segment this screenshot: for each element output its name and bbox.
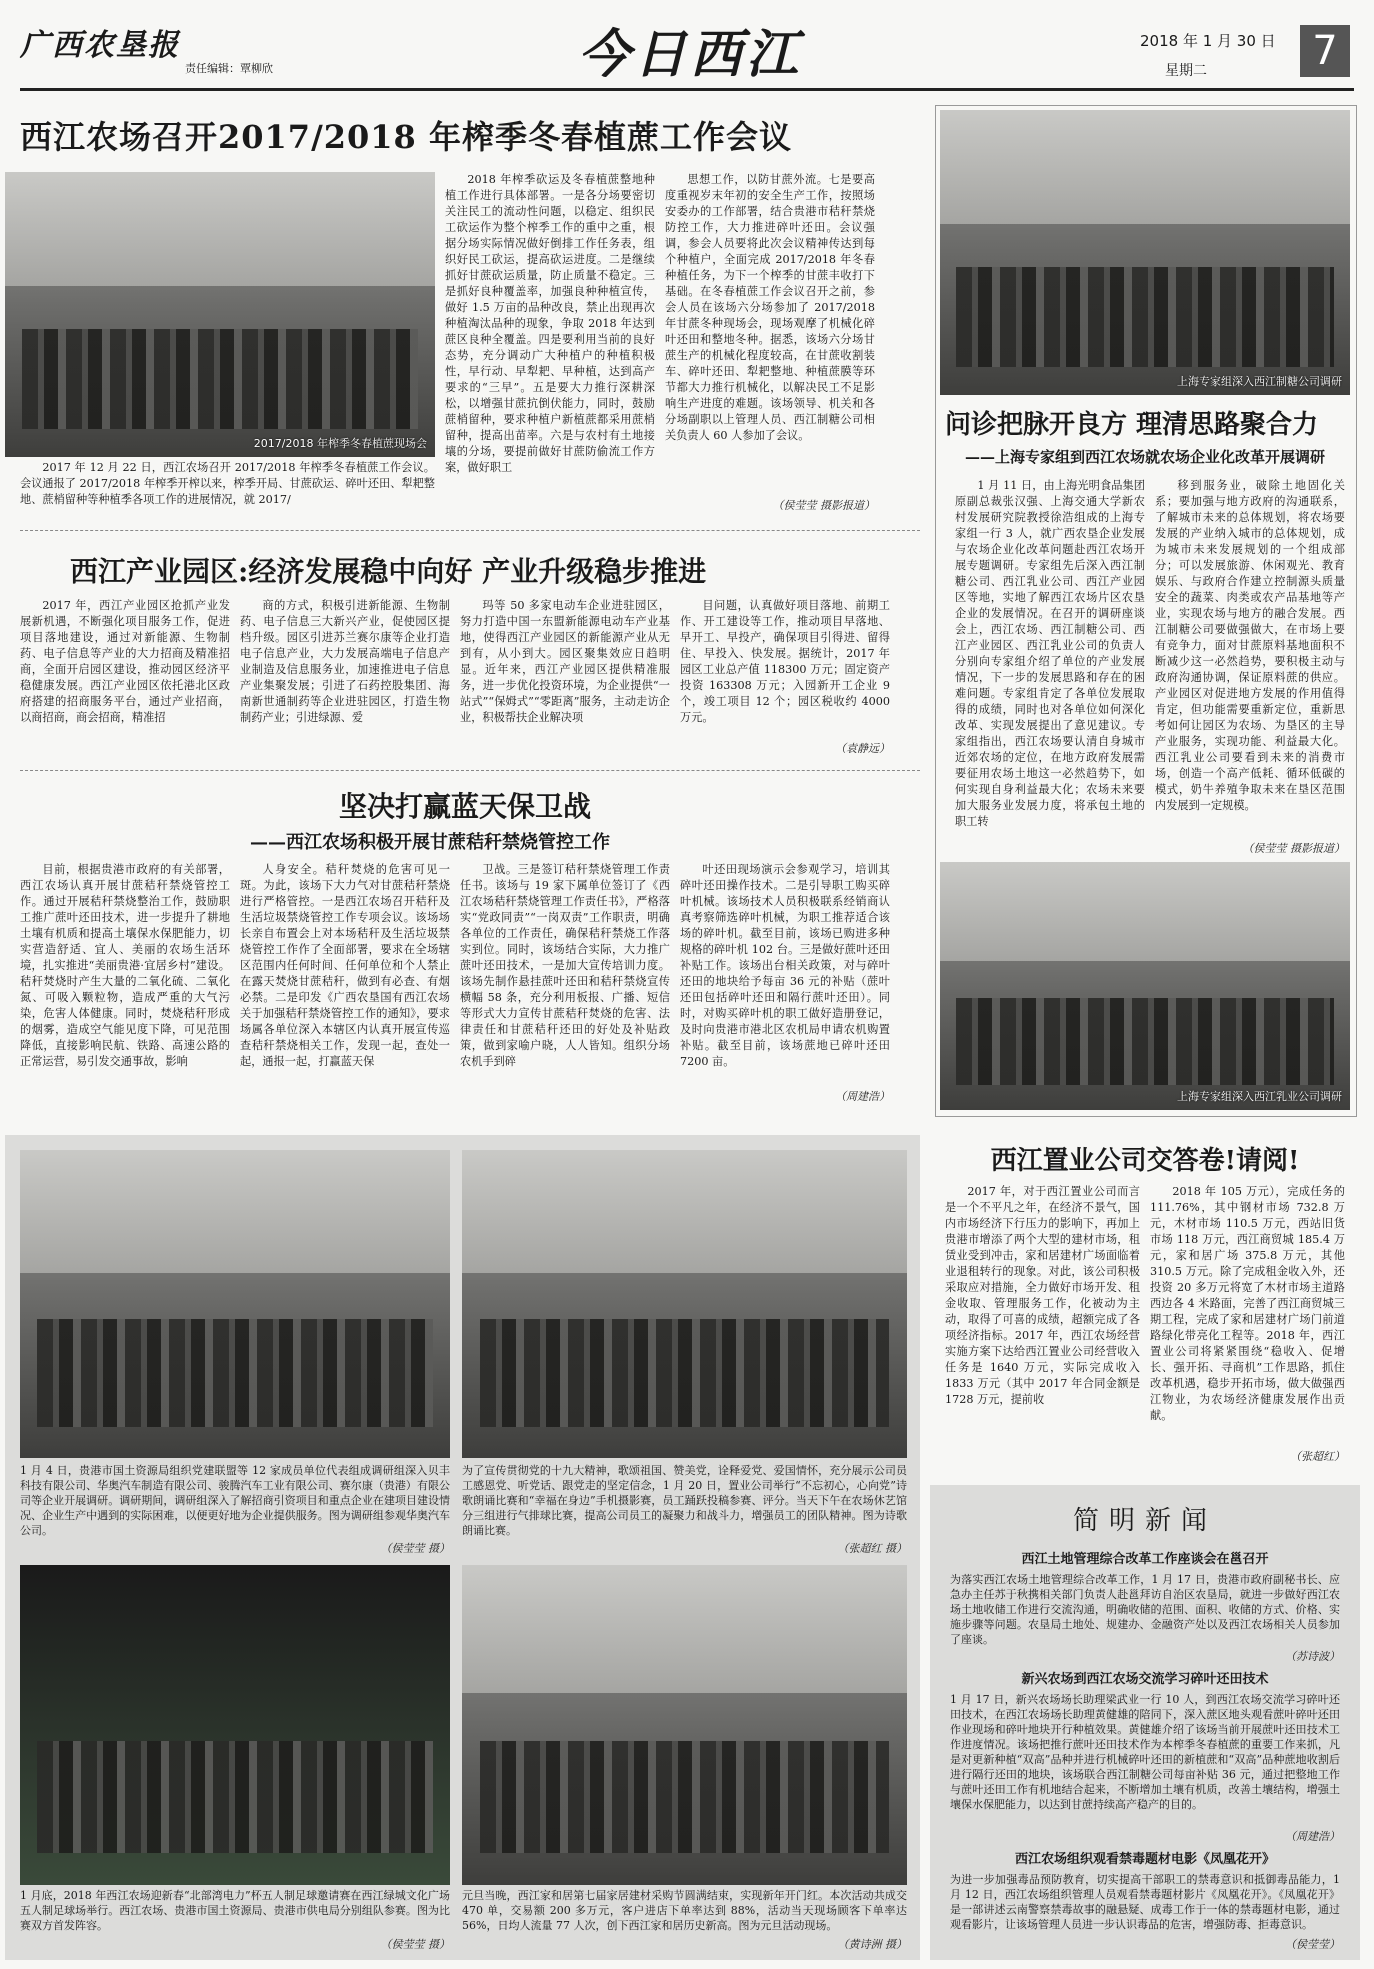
- photo-grid-1: [20, 1150, 450, 1458]
- photo-grid-1-byline: （侯莹莹 摄）: [380, 1542, 450, 1555]
- photo-people: [22, 329, 418, 429]
- article4-title: 问诊把脉开良方 理清思路聚合力: [945, 410, 1319, 440]
- page-number: 7: [1300, 25, 1350, 77]
- article1-col2-text: 思想工作，以防甘蔗外流。七是要高度重视岁末年初的安全生产工作，按照场安委办的工作部署，结合贵港市秸秆禁烧防控工作，大力推进碎叶还田。会议强调，参会人员要将此次会议精神传达到每个种植户，全面完成 2017/2018 年冬春种植任务，为下一个榨季的甘蔗丰收打下基础。在冬春植蔗工作会议召开之前，参会人员在该场六分场参加了 2017/2018 年甘蔗冬种现场会，现场观摩了机械化碎叶还田和整地冬种。据悉，该场六分场甘蔗生产的机械化程度较高，在甘蔗收割装车、碎叶还田、犁耙整地、种植蔗膜等环节都大力推行机械化，以解决民工不足影响生产进度的难题。该场领导、机关和各分场副职以上管理人员、西江制糖公司相关负责人 60 人参加了会议。: [665, 173, 875, 442]
- photo-grid-4-byline: （黄诗洲 摄）: [837, 1938, 907, 1951]
- article1-title: 西江农场召开2017/2018 年榨季冬春植蔗工作会议: [20, 118, 792, 156]
- article1-col2: [665, 172, 875, 497]
- article2-col4-text: 目问题，认真做好项目落地、前期工作、开工建设等工作，推动项目早落地、早开工、早投产，确保项目引得进、留得住、早投入、快发展。据统计，2017 年园区工业总产值 118300 万元；固定资产投资 163308 万元；入园新开工企业 9 个，竣工项目 12 个；园区税收约 4000 万元。: [680, 599, 890, 724]
- brief3-title: 西江农场组织观看禁毒题材电影《凤凰花开》: [1014, 1852, 1275, 1867]
- article4-col1-text: 1 月 11 日，由上海光明食品集团原副总裁张汉强、上海交通大学新农村发展研究院教授徐浩组成的上海专家组一行 3 人，就广西农垦企业发展与农场企业化改革问题赴西江农场开展专题调研。专家组先后深入西江制糖公司、西江乳业公司、西江产业园区等地，实地了解西江农场片区农垦企业的发展情况。在召开的调研座谈会上，西江农场、西江制糖公司、西江产业园区、西江乳业公司的负责人分别向专家组介绍了单位的产业发展情况，下一步的发展思路和存在的困难问题。专家组肯定了各单位发展取得的成绩，同时也对各单位如何深化改革、实现发展提出了意见建议。专家组指出，西江农场要认清自身城市近郊农场的定位，在地方政府发展需要征用农场土地这一必然趋势下，如何实现自身利益最大化；农场未来要加大服务业发展力度，将承包土地的职工转: [955, 479, 1145, 828]
- article3-col3: [460, 862, 670, 1106]
- photo-grid-4: [462, 1565, 907, 1885]
- article1-intro: [20, 460, 435, 510]
- photo-people: [37, 1319, 433, 1427]
- photo-sky: [940, 862, 1350, 961]
- article5-col2-text: 2018 年 105 万元），完成任务的 111.76%，其中钢材市场 732.8 万元，木材市场 110.5 万元，西站旧货市场 118 万元，西江商贸城 185.4 万元，家和居广场 375.8 万元，其他 310.5 万元。除了完成租金收入外，还投资 20 多万元将宽了木材市场主道路西边各 4 米路面，完善了西江商贸城三期工程，完成了家和居建材广场门前道路绿化带亮化工程等。2018 年，西江置业公司将紧紧围绕“稳收入、促增长、强开拓、寻商机”工作思路，抓住改革机遇，稳步开拓市场，做大做强西江物业，为农场经济健康发展作出贡献。: [1150, 1185, 1345, 1422]
- photo-grid-2: [462, 1150, 907, 1458]
- masthead-paper: [20, 20, 280, 80]
- article4-col2: [1155, 478, 1345, 840]
- article2-col1: [20, 598, 230, 758]
- article1-col1-text: 2018 年榨季砍运及冬春植蔗整地种植工作进行具体部署。一是各分场要密切关注民工的流动性问题，以稳定、组织民工砍运作为整个榨季工作的重中之重，根据分场实际情况做好倒排工作任务表，组织好民工砍运，提高砍运进度。二是继续抓好甘蔗砍运质量，防止质量不稳定。三是抓好良种覆盖率，加强良种种植宣传，做好 1.5 万亩的品种改良，禁止出现再次种植淘汰品种的现象，争取 2018 年达到蔗区良种全覆盖。四是要利用当前的良好态势，充分调动广大种植户的种植积极性，早行动、早犁耙、早种植，达到高产要求的“三早”。五是要大力推行深耕深松，以增强甘蔗抗倒伏能力，同时，鼓励蔗梢留种，要求种植户新植蔗都采用蔗梢留种，提高出苗率。六是与农村有土地接壤的分场，要提前做好甘蔗防偷流工作方案，做好职工: [445, 173, 655, 474]
- brief2-title: 新兴农场到西江农场交流学习碎叶还田技术: [1021, 1672, 1269, 1687]
- divider: [20, 530, 920, 531]
- photo-sky: [462, 1565, 907, 1693]
- article4-photo1: [940, 110, 1350, 395]
- article1-col1: [445, 172, 655, 512]
- article1-byline: （侯莹莹 摄影报道）: [772, 499, 875, 512]
- brief3-byline: （侯莹莹）: [1285, 1938, 1340, 1951]
- paper-name: 广西农垦报: [20, 28, 180, 63]
- article5-col1: [945, 1184, 1140, 1464]
- article3-byline: （周建浩）: [835, 1090, 890, 1103]
- photo-grid-2-caption: 为了宣传贯彻党的十九大精神，歌颂祖国、赞美党，诠释爱党、爱国情怀，充分展示公司员工感恩党、听党话、跟党走的坚定信念，1 月 20 日，置业公司举行“不忘初心，心向党”诗歌朗诵比赛和“幸福在身边”手机摄影赛，员工踊跃投稿参赛、评分。当天下午在农场休艺馆分三组进行气排球比赛，提高公司员工的凝聚力和战斗力，增强员工的团队精神。图为诗歌朗诵比赛。: [462, 1464, 907, 1537]
- photo-sky: [940, 110, 1350, 224]
- article1-photo-caption: 2017/2018 年榨季冬春植蔗现场会: [253, 437, 427, 450]
- article3-col4: [680, 862, 890, 1086]
- photo-grid-1-caption: 1 月 4 日，贵港市国土资源局组织党建联盟等 12 家成员单位代表组成调研组深入贝丰科技有限公司、华奥汽车制造有限公司、骏腾汽车工业有限公司、赛尔康（贵港）有限公司等企业开展调研。调研期间，调研组深入了解招商引资项目和重点企业在建项目建设情况、企业生产中遇到的实际困难，以便更好地为企业提供服务。图为调研组参观华奥汽车公司。: [20, 1464, 450, 1537]
- article3-col4-text: 叶还田现场演示会参观学习，培训其碎叶还田操作技术。二是引导职工购买碎叶机械。该场技术人员积极联系经销商认真考察筛选碎叶机械，为职工推荐适合该场的碎叶机。截至目前，该场已购进多种规格的碎叶机 102 台。三是做好蔗叶还田补贴工作。该场出台相关政策，对与碎叶还田的地块给予每亩 36 元的补贴（蔗叶还田包括碎叶还田和隔行蔗叶还田）。同时，对购买碎叶机的职工做好造册登记，及时向贵港市港北区农机局申请农机购置补贴。截至目前，该场蔗地已碎叶还田 7200 亩。: [680, 863, 890, 1068]
- article3-col2-text: 人身安全。秸秆焚烧的危害可见一斑。为此，该场下大力气对甘蔗秸秆禁烧进行严格管控。一是西江农场召开秸秆及生活垃圾禁烧管控工作专项会议。该场场长亲自布置会上对本场秸秆及生活垃圾禁烧管控工作作了全面部署，要求在全场辖区范围内任何时间、任何单位和个人禁止在露天焚烧甘蔗秸秆，做到有必查、有烟必禁。二是印发《广西农垦国有西江农场关于加强秸秆禁烧管控工作的通知》，要求场属各单位深入本辖区内认真开展宣传巡查秸秆禁烧相关工作，发现一起，查处一起，通报一起，打赢蓝天保: [240, 863, 450, 1068]
- photo-grid-3-byline: （侯莹莹 摄）: [380, 1938, 450, 1951]
- photo-sky: [20, 1150, 450, 1273]
- article4-photo1-caption: 上海专家组深入西江制糖公司调研: [1177, 375, 1342, 388]
- photo-people: [480, 1741, 889, 1853]
- photo-people: [956, 267, 1333, 367]
- photo-people: [956, 998, 1333, 1085]
- article2-title: 西江产业园区:经济发展稳中向好 产业升级稳步推进: [70, 555, 707, 588]
- brief1-text: 为落实西江农场土地管理综合改革工作，1 月 17 日，贵港市政府副秘书长、应急办主任苏于秋携相关部门负责人赴邕拜访自治区农垦局，就进一步做好西江农场土地收储工作进行交流沟通，明确收储的范围、面积、收储的方式、价格、实施步骤等问题。农垦局土地处、规建办、金融资产处以及西江农场相关人员参加了座谈。: [950, 1573, 1340, 1646]
- masthead-rule: [20, 88, 1354, 91]
- section-title: 今日西江: [577, 24, 802, 85]
- article3-title: 坚决打赢蓝天保卫战: [338, 790, 591, 823]
- article2-col4: [680, 598, 890, 738]
- issue-date: 2018 年 1 月 30 日: [1140, 32, 1276, 50]
- photo-people: [37, 1741, 433, 1853]
- photo-sky: [5, 172, 435, 286]
- article4-byline: （侯莹莹 摄影报道）: [1242, 842, 1345, 855]
- article3-subtitle: ——西江农场积极开展甘蔗秸秆禁烧管控工作: [250, 832, 610, 853]
- issue-weekday: 星期二: [1165, 63, 1207, 79]
- photo-grid-2-byline: （张超红 摄）: [837, 1542, 907, 1555]
- divider: [20, 770, 920, 771]
- article2-col3-text: 玛等 50 多家电动车企业进驻园区，努力打造中国一东盟新能源电动车产业基地，使得西江产业园区的新能源产业从无到有，从小到大。园区聚集效应日趋明显。近年来，西江产业园区提供精准服务，进一步优化投资环境，为企业提供“一站式”“保姆式”“零距离”服务，主动走访企业，积极帮扶企业解决项: [460, 599, 670, 724]
- photo-people: [480, 1319, 889, 1427]
- brief1-title: 西江土地管理综合改革工作座谈会在邕召开: [1021, 1552, 1269, 1567]
- brief2-text: 1 月 17 日，新兴农场场长助理梁武业一行 10 人，到西江农场交流学习碎叶还田技术，在西江农场场长助理黄健雄的陪同下，深入蔗区地头观看蔗叶碎叶还田作业现场和碎叶地块开行种植效果。黄健雄介绍了该场当前开展蔗叶还田技术工作进度情况。该场把推行蔗叶还田技术作为本榨季冬春植蔗的重要工作来抓，凡是对更新种植“双高”品种并进行机械碎叶还田的新植蔗和“双高”品种蔗地收割后进行隔行还田的地块，该场联合西江制糖公司每亩补贴 36 元，通过把整地工作与蔗叶还田工作有机地结合起来，不断增加土壤有机质，改善土壤结构，增强土壤保水保肥能力，以达到甘蔗持续高产稳产的目的。: [950, 1693, 1340, 1811]
- photo-grid-3: [20, 1565, 450, 1885]
- brief3-text: 为进一步加强毒品预防教育，切实提高干部职工的禁毒意识和抵御毒品能力，1 月 12 日，西江农场组织管理人员观看禁毒题材影片《凤凰花开》。《凤凰花开》是一部讲述云南警察禁毒故事的融悬疑、成毒工作于一体的禁毒题材电影，通过观看影片，让该场管理人员进一步认识毒品的危害，增强防毒、拒毒意识。: [950, 1873, 1340, 1931]
- article3-col1: [20, 862, 230, 1106]
- article3-col1-text: 目前，根据贵港市政府的有关部署，西江农场认真开展甘蔗秸秆禁烧管控工作。通过开展秸秆禁烧整治工作，鼓励职工推广蔗叶还田技术，进一步提升了耕地土壤有机质和提高土壤保水保肥能力，切实营造舒适、宜人、美丽的农场生活环境，扎实推进“美丽贵港·宜居乡村”建设。秸秆焚烧时产生大量的二氧化硫、二氧化氮、可吸入颗粒物，造成严重的大气污染，危害人体健康。同时，焚烧秸秆形成的烟雾，造成空气能见度下降，可见范围降低，直接影响民航、铁路、高速公路的正常运营，易引发交通事故，影响: [20, 863, 230, 1068]
- article3-col2: [240, 862, 450, 1106]
- article4-col1: [955, 478, 1145, 840]
- photo-sky: [462, 1150, 907, 1273]
- photo-grid-3-caption: 1 月底，2018 年西江农场迎新春“北部湾电力”杯五人制足球邀请赛在西江绿城文化广场五人制足球场举行。西江农场、贵港市国土资源局、贵港市供电局分别组队参赛。图为比赛双方首发阵容。: [20, 1889, 450, 1932]
- article2-col3: [460, 598, 670, 758]
- briefs-section-title: 简明新闻: [1072, 1506, 1217, 1536]
- masthead-date-block: [1120, 20, 1360, 90]
- article1-intro-text: 2017 年 12 月 22 日，西江农场召开 2017/2018 年榨季冬春植蔗工作会议。会议通报了 2017/2018 年榨季开榨以来，榨季开局、甘蔗砍运、碎叶还田、犁耙整地、蔗梢留种等种植季各项工作的进展情况，就 2017/: [20, 461, 435, 506]
- photo-grid-4-caption: 元旦当晚，西江家和居第七届家居建材采购节圆满结束，实现新年开门红。本次活动共成交 470 单，交易额 200 多万元，客户进店下单率达到 88%，活动当天现场顾客下单率达 56%，日均人流量 77 人次，创下西江家和居历史新高。图为元旦活动现场。: [462, 1889, 907, 1932]
- brief2-byline: （周建浩）: [1285, 1830, 1340, 1843]
- article5-byline: （张超红）: [1290, 1450, 1345, 1463]
- article4-col2-text: 移到服务业，破除土地固化关系；要加强与地方政府的沟通联系，了解城市未来的总体规划，将农场要发展的产业纳入城市的总体规划，成为城市未来发展规划的一个组成部分；可以发展旅游、休闲观光、教育娱乐、与政府合作建立控制源头质量安全的蔬菜、肉类或农产品基地等产业，实现农场与地方的融合发展。西江制糖公司要做强做大，在市场上要有竞争力，面对甘蔗原料基地面积不断减少这一必然趋势，要积极主动与政府沟通协调，保证原料蔗的供应。产业园区对促进地方发展的作用值得肯定，但功能需要重新定位，重新思考如何让园区为农场、为垦区的主导产业服务，实现功能、利益最大化。西江乳业公司要看到未来的消费市场，创造一个高产低耗、循环低碳的模式，奶牛养殖争取未来在垦区范围内发展到一定规模。: [1155, 479, 1345, 812]
- article2-col1-text: 2017 年，西江产业园区抢抓产业发展新机遇，不断强化项目服务工作，促进项目落地建设，通过对新能源、生物制药、电子信息等产业的大力招商及精准招商，全面开启园区建设，推动园区经济平稳健康发展。西江产业园区依托港北区政府搭建的招商服务平台，通过产业招商，以商招商，商会招商，精准招: [20, 599, 230, 724]
- article2-col2-text: 商的方式，积极引进新能源、生物制药、电子信息三大新兴产业，促使园区提档升级。园区引进苏兰赛尔康等企业打造电子信息产业，大力发展高端电子信息产业制造及信息服务业，加速推进电子信息产业集聚发展；引进了石药控股集团、海南新世通制药等企业进驻园区，打造生物制药产业；引进绿源、爱: [240, 599, 450, 724]
- editor-label: 责任编辑：覃柳欣: [185, 62, 273, 75]
- article4-photo2-caption: 上海专家组深入西江乳业公司调研: [1177, 1090, 1342, 1103]
- article5-col2: [1150, 1184, 1345, 1446]
- brief1-byline: （苏诗波）: [1285, 1650, 1340, 1663]
- article4-photo2: [940, 862, 1350, 1110]
- article4-subtitle: ——上海专家组到西江农场就农场企业化改革开展调研: [965, 448, 1326, 466]
- article5-title: 西江置业公司交答卷!请阅!: [990, 1146, 1300, 1176]
- article1-photo: [5, 172, 435, 457]
- article2-byline: （袁静远）: [835, 742, 890, 755]
- article2-col2: [240, 598, 450, 758]
- article3-col3-text: 卫战。三是签订秸秆禁烧管理工作责任书。该场与 19 家下属单位签订了《西江农场秸秆禁烧管理工作责任书》，严格落实“党政同责”“一岗双责”工作职责，明确各单位的工作责任，确保秸秆禁烧工作落实到位。同时，该场结合实际，大力推广蔗叶还田技术，一是加大宣传培训力度。该场先制作悬挂蔗叶还田和秸秆禁烧宣传横幅 58 条，充分利用板报、广播、短信等形式大力宣传甘蔗秸秆焚烧的危害、法律责任和甘蔗秸秆还田的好处及补贴政策，做到家喻户晓，人人皆知。组织分场农机手到碎: [460, 863, 670, 1068]
- article5-col1-text: 2017 年，对于西江置业公司而言是一个不平凡之年，在经济不景气，国内市场经济下行压力的影响下，再加上贵港市增添了两个大型的建材市场，租赁业受到冲击，家和居建材广场面临着业退租转行的现象。对此，该公司积极采取应对措施，全力做好市场开发、租金收取、管理服务工作，化被动为主动，取得了可喜的成绩，超额完成了各项经济指标。2017 年，西江农场经营实施方案下达给西江置业公司经营收入任务是 1640 万元，实际完成收入 1833 万元（其中 2017 年合同金额是 1728 万元，提前收: [945, 1185, 1140, 1406]
